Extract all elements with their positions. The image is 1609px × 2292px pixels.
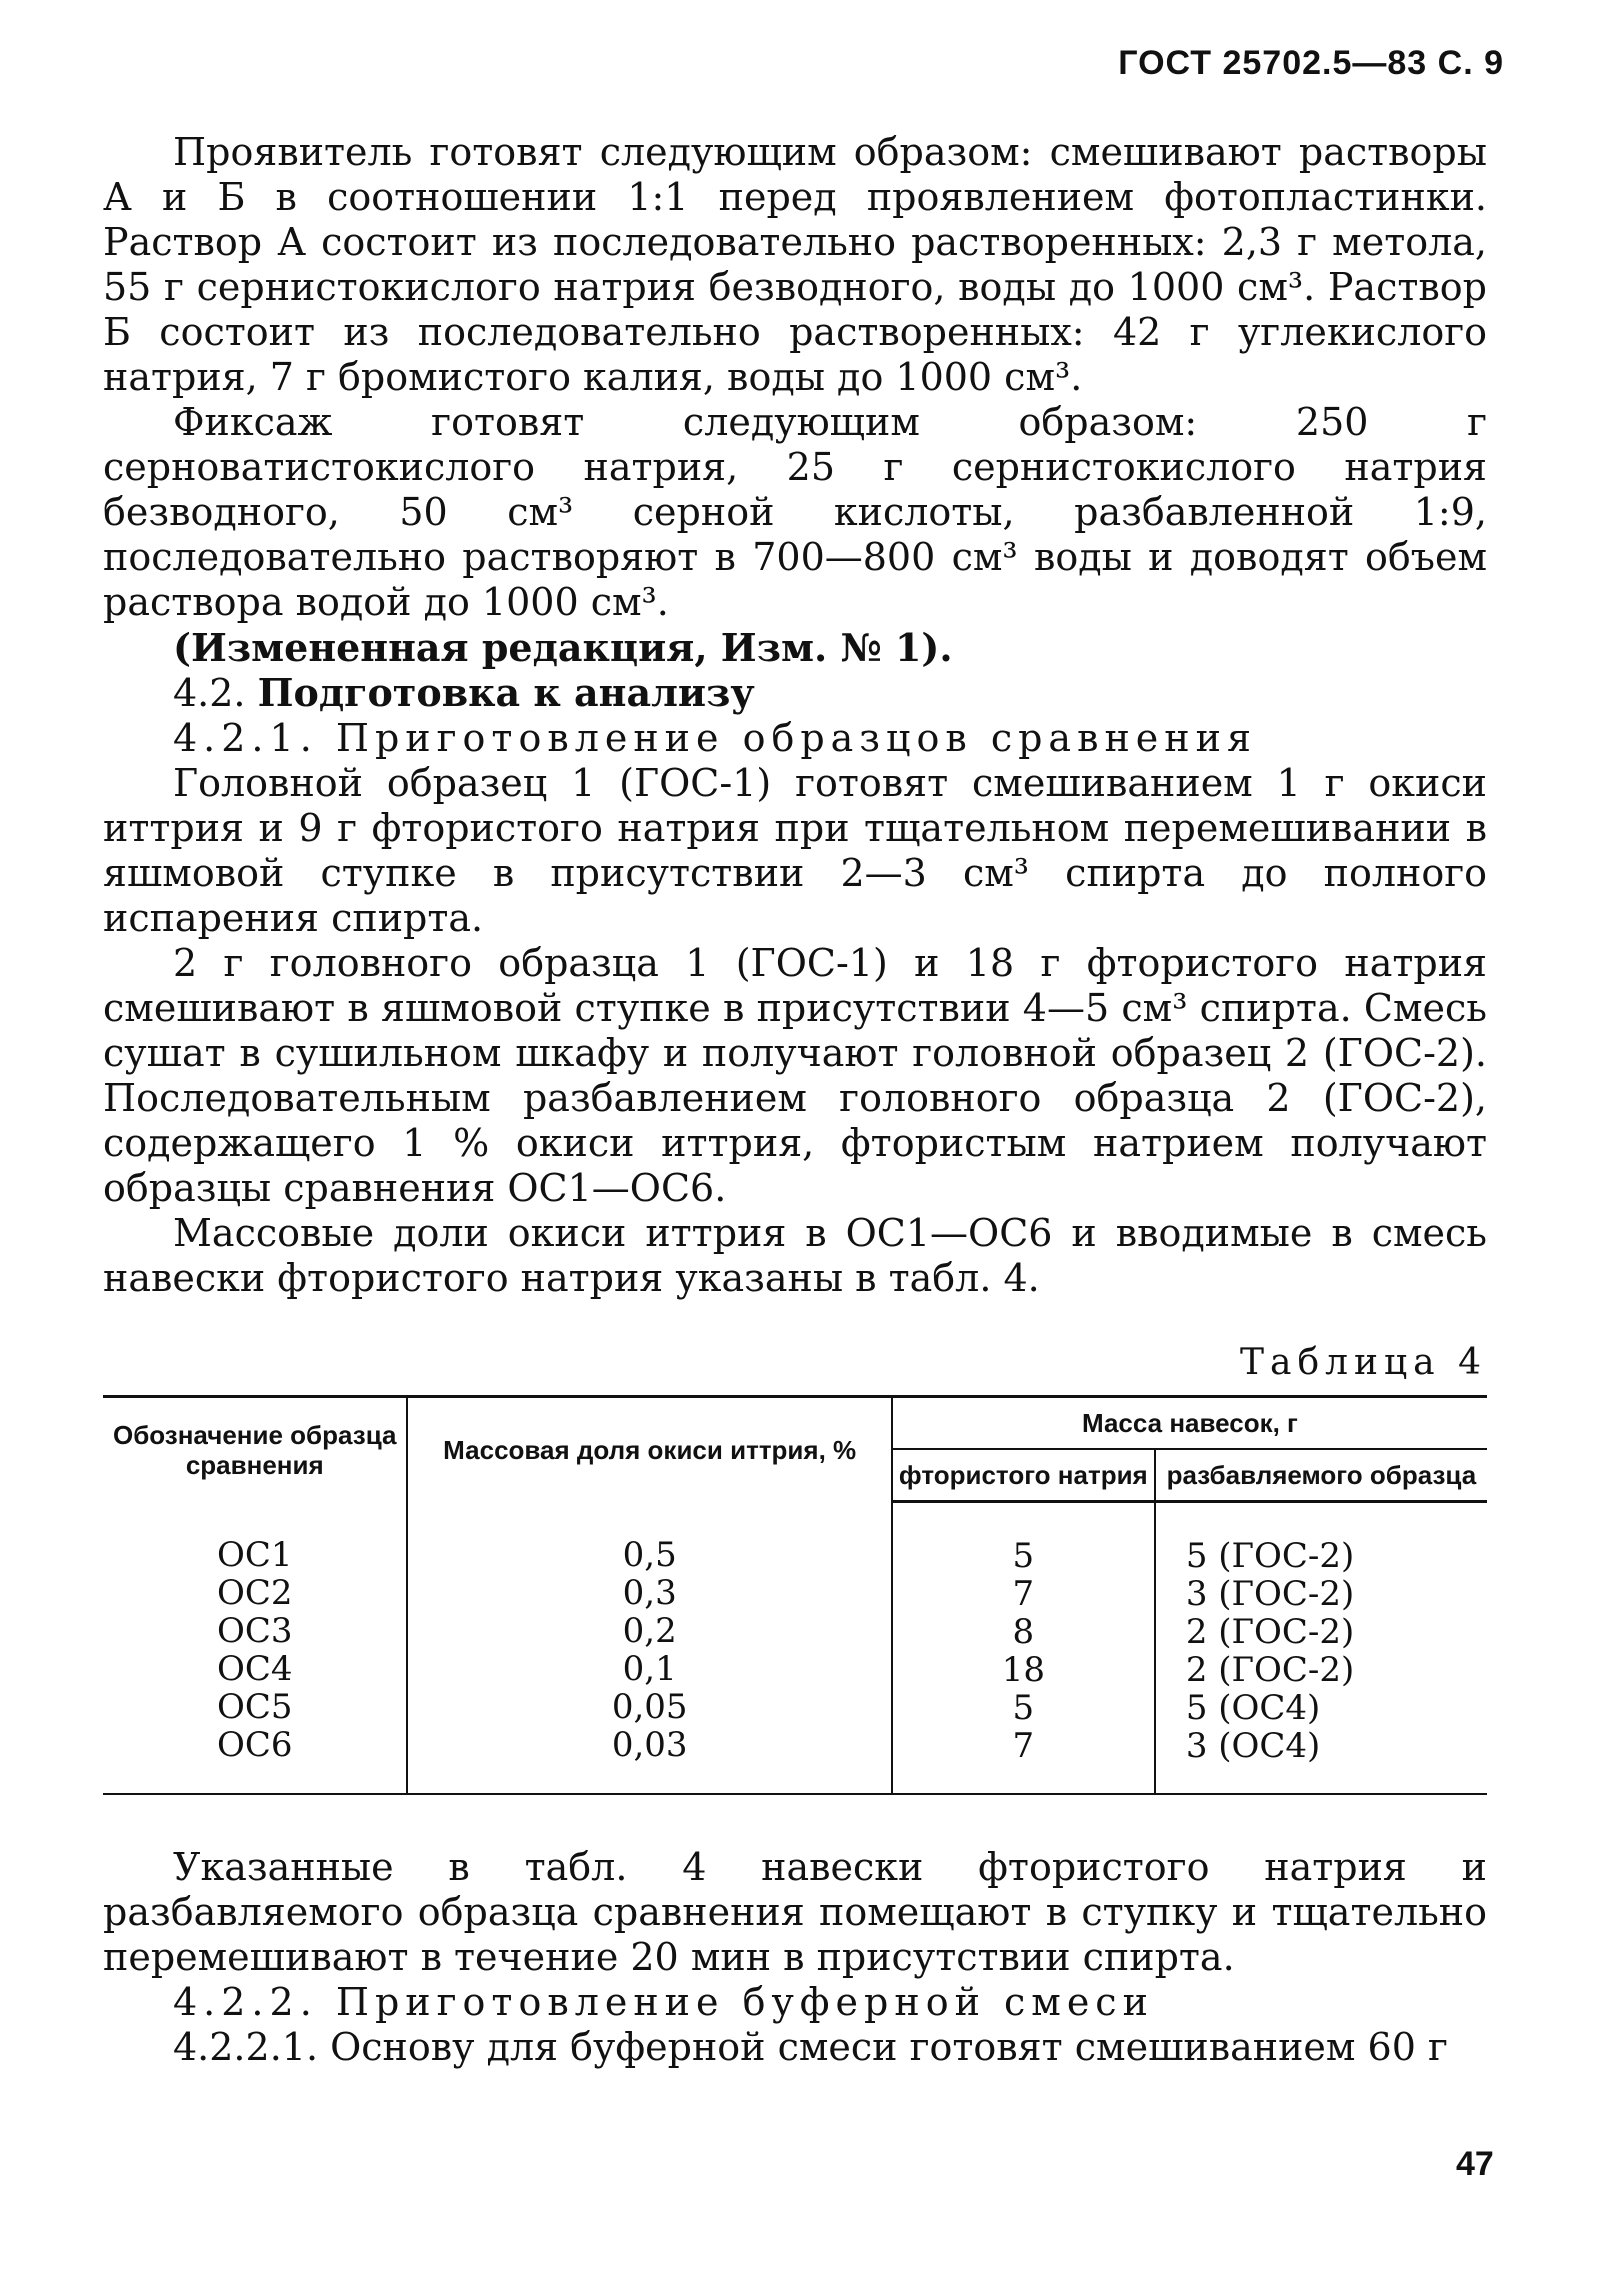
page-header: ГОСТ 25702.5—83 С. 9 [1118, 44, 1504, 82]
paragraph-buffer-base: 4.2.2.1. Основу для буферной смеси готовят смешиванием 60 г [173, 2025, 1448, 2069]
header-mass-group: Масса навесок, г [892, 1397, 1487, 1450]
section-4-2-1-heading: 4.2.1. Приготовление образцов сравнения [173, 716, 1257, 760]
cell-diluted-sample-masses: 5 (ГОС-2) 3 (ГОС-2) 2 (ГОС-2) 2 (ГОС-2) 5 (ОС4) 3 (ОС4) [1155, 1502, 1487, 1795]
header-sample-designation: Обозначение образца сравнения [112, 1419, 397, 1480]
paragraph-table-ref: Массовые доли окиси иттрия в ОС1—ОС6 и вводимые в смесь навески фтористого натрия указаны в табл. 4. [103, 1211, 1487, 1300]
header-diluted-sample: разбавляемого образца [1155, 1449, 1487, 1502]
cell-sample-designations: ОС1 ОС2 ОС3 ОС4 ОС5 ОС6 [216, 1534, 293, 1765]
paragraph-fixer: Фиксаж готовят следующим образом: 250 г серноватистокислого натрия, 25 г сернистокислого натрия безводного, 50 см³ серной кислоты, разбавленной 1:9, последовательно растворяют в 700—800 см³ воды и доводят объем раствора водой до 1000 см³. [103, 400, 1487, 624]
section-4-2-number: 4.2. [173, 671, 246, 715]
paragraph-gos2: 2 г головного образца 1 (ГОС-1) и 18 г фтористого натрия смешивают в яшмовой ступке в присутствии 4—5 см³ спирта. Смесь сушат в сушильном шкафу и получают головной образец 2 (ГОС-2). Последовательным разбавлением головного образца 2 (ГОС-2), содержащего 1 % окиси иттрия, фтористым натрием получают образцы сравнения ОС1—ОС6. [103, 941, 1487, 1210]
header-sodium-fluoride: фтористого натрия [892, 1449, 1155, 1502]
table-row [103, 1502, 1487, 1795]
paragraph-gos1: Головной образец 1 (ГОС-1) готовят смешиванием 1 г окиси иттрия и 9 г фтористого натрия при тщательном перемешивании в яшмовой ступке в присутствии 2—3 см³ спирта до полного испарения спирта. [103, 761, 1487, 940]
reference-samples-table [103, 1395, 1487, 1795]
section-4-2-2-heading: 4.2.2. Приготовление буферной смеси [173, 1980, 1154, 2024]
table-caption: Таблица 4 [1240, 1342, 1487, 1383]
cell-sodium-fluoride-masses: 5 7 8 18 5 7 [892, 1502, 1155, 1795]
section-4-2-title: Подготовка к анализу [257, 670, 755, 715]
paragraph-mixing: Указанные в табл. 4 навески фтористого натрия и разбавляемого образца сравнения помещают в ступку и тщательно перемешивают в течение 20 мин в присутствии спирта. [103, 1845, 1487, 1979]
page-number: 47 [1456, 2145, 1494, 2183]
header-yttrium-fraction: Массовая доля окиси иттрия, % [407, 1397, 891, 1502]
paragraph-developer: Проявитель готовят следующим образом: смешивают растворы А и Б в соотношении 1:1 перед проявлением фотопластинки. Раствор А состоит из последовательно растворенных: 2,3 г метола, 55 г сернистокислого натрия безводного, воды до 1000 см³. Раствор Б состоит из последовательно растворенных: 42 г углекислого натрия, 7 г бромистого калия, воды до 1000 см³. [103, 130, 1487, 399]
page-body [103, 130, 1487, 2070]
cell-yttrium-fractions: 0,5 0,3 0,2 0,1 0,05 0,03 [407, 1502, 891, 1795]
section-4-2-heading [103, 670, 1487, 716]
paragraph-amendment: (Измененная редакция, Изм. № 1). [173, 625, 953, 670]
